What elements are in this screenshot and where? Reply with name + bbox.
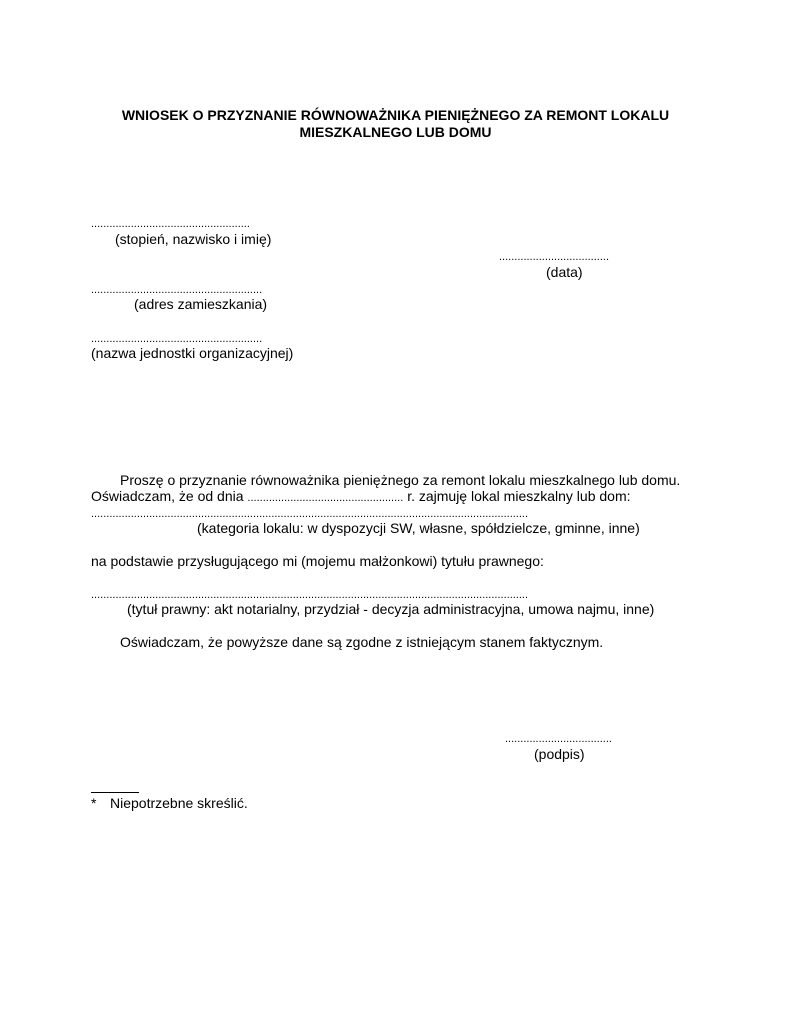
category-caption: (kategoria lokalu: w dyspozycji SW, własne, spółdzielcze, gminne, inne) [197, 520, 640, 536]
legal-title-dotted-line: ............................................................................................................................................... [91, 589, 529, 601]
declaration-from-date [91, 488, 631, 507]
address-dotted-line: ........................................................ [91, 284, 263, 296]
footnote-separator [91, 792, 139, 793]
date-caption: (data) [546, 264, 583, 280]
address-caption: (adres zamieszkania) [134, 296, 268, 312]
category-dotted-line: ............................................................................................................................................... [91, 508, 529, 520]
unit-dotted-line: ........................................................ [91, 333, 263, 345]
signature-caption: (podpis) [534, 746, 585, 762]
footnote-marker: * [91, 795, 97, 811]
footnote-text: Niepotrzebne skreślić. [110, 795, 248, 811]
date-dotted-line: .................................... [499, 251, 610, 263]
name-dotted-line: .................................................... [91, 218, 250, 230]
unit-caption: (nazwa jednostki organizacyjnej) [91, 345, 294, 361]
declaration-suffix: r. zajmuję lokal mieszkalny lub dom: [407, 488, 631, 504]
declaration-date-dots: ................................................... [247, 492, 404, 504]
signature-dotted-line: ................................... [505, 733, 612, 745]
legal-basis-sentence: na podstawie przysługującego mi (mojemu małżonkowi) tytułu prawnego: [91, 553, 544, 569]
document-title-line-1: WNIOSEK O PRZYZNANIE RÓWNOWAŻNIKA PIENIĘŻNEGO ZA REMONT LOKALU [121, 107, 670, 123]
declaration-prefix: Oświadczam, że od dnia [91, 488, 244, 504]
request-sentence: Proszę o przyznanie równoważnika pieniężnego za remont lokalu mieszkalnego lub domu. [120, 472, 681, 488]
name-caption: (stopień, nazwisko i imię) [115, 231, 272, 247]
legal-title-caption: (tytuł prawny: akt notarialny, przydział - decyzja administracyjna, umowa najmu, inne) [127, 601, 655, 617]
truth-statement: Oświadczam, że powyższe dane są zgodne z istniejącym stanem faktycznym. [120, 634, 604, 650]
document-title-line-2: MIESZKALNEGO LUB DOMU [299, 124, 492, 140]
